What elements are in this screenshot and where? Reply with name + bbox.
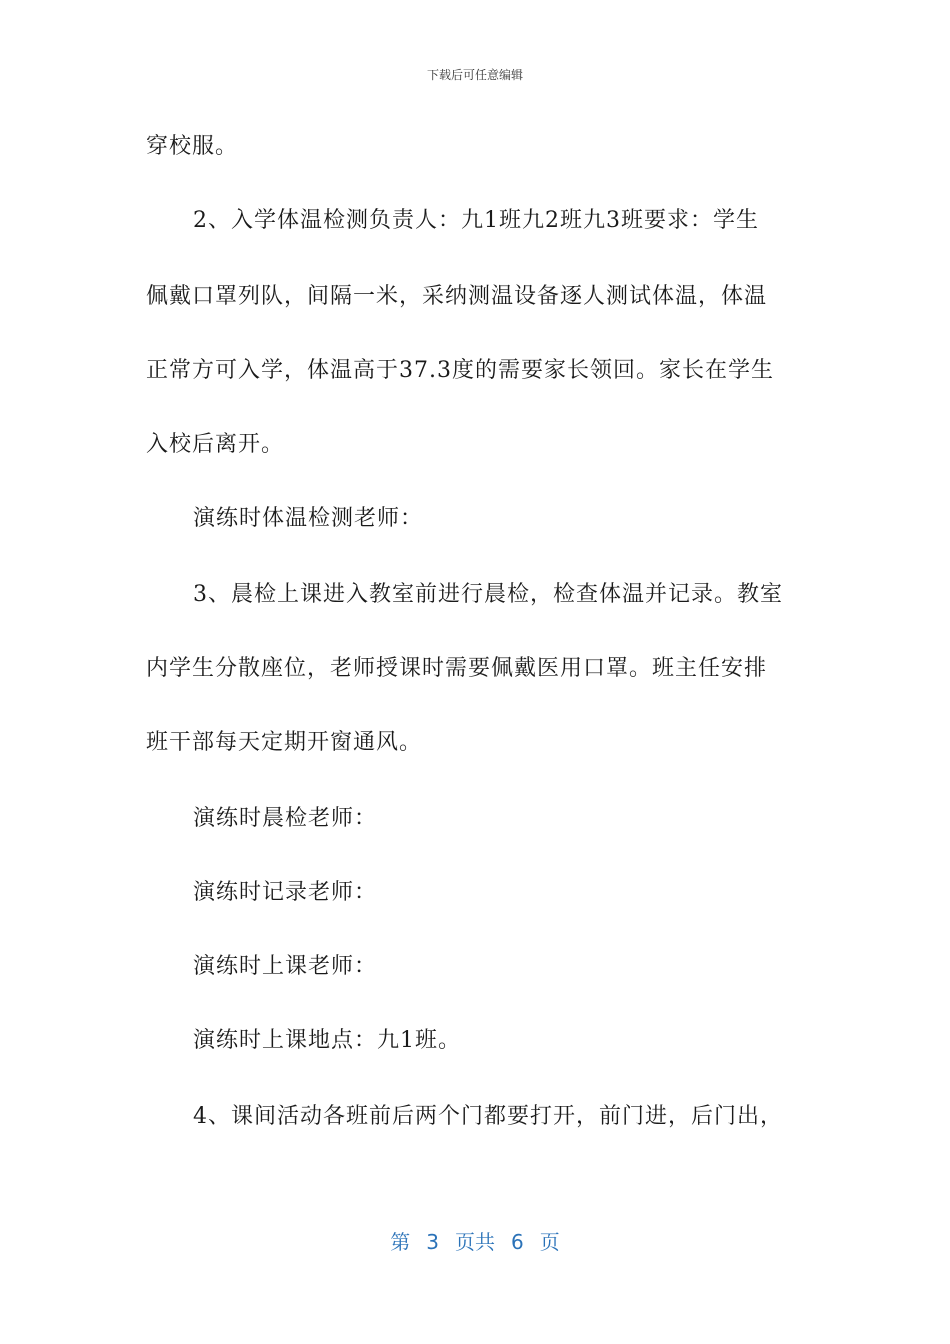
page-label-prefix: 第 — [390, 1230, 411, 1254]
paragraph-line: 正常方可入学，体温高于37.3度的需要家长领回。家长在学生 — [146, 358, 774, 383]
total-pages-number: 6 — [511, 1230, 524, 1254]
paragraph-line: 穿校服。 — [146, 134, 239, 159]
paragraph-line: 4、课间活动各班前后两个门都要打开，前门进，后门出， — [193, 1104, 783, 1129]
paragraph-line: 入校后离开。 — [146, 432, 285, 457]
paragraph-line: 演练时记录老师： — [193, 880, 378, 905]
paragraph-line: 演练时上课老师： — [193, 954, 378, 979]
paragraph-line: 演练时晨检老师： — [193, 806, 378, 831]
paragraph-line: 班干部每天定期开窗通风。 — [146, 730, 423, 755]
paragraph-line: 3、晨检上课进入教室前进行晨检，检查体温并记录。教室 — [193, 582, 783, 607]
paragraph-line: 演练时上课地点：九1班。 — [193, 1028, 461, 1053]
page-footer — [0, 1226, 950, 1255]
current-page-number: 3 — [426, 1230, 439, 1254]
page-label-suffix: 页 — [539, 1230, 560, 1254]
page-label-mid: 页共 — [455, 1230, 495, 1254]
paragraph-line: 2、入学体温检测负责人：九1班九2班九3班要求：学生 — [193, 208, 759, 233]
paragraph-line: 内学生分散座位，老师授课时需要佩戴医用口罩。班主任安排 — [146, 656, 768, 681]
paragraph-line: 演练时体温检测老师： — [193, 506, 424, 531]
paragraph-line: 佩戴口罩列队，间隔一米，采纳测温设备逐人测试体温，体温 — [146, 284, 768, 309]
header-note: 下载后可任意编辑 — [426, 68, 523, 82]
